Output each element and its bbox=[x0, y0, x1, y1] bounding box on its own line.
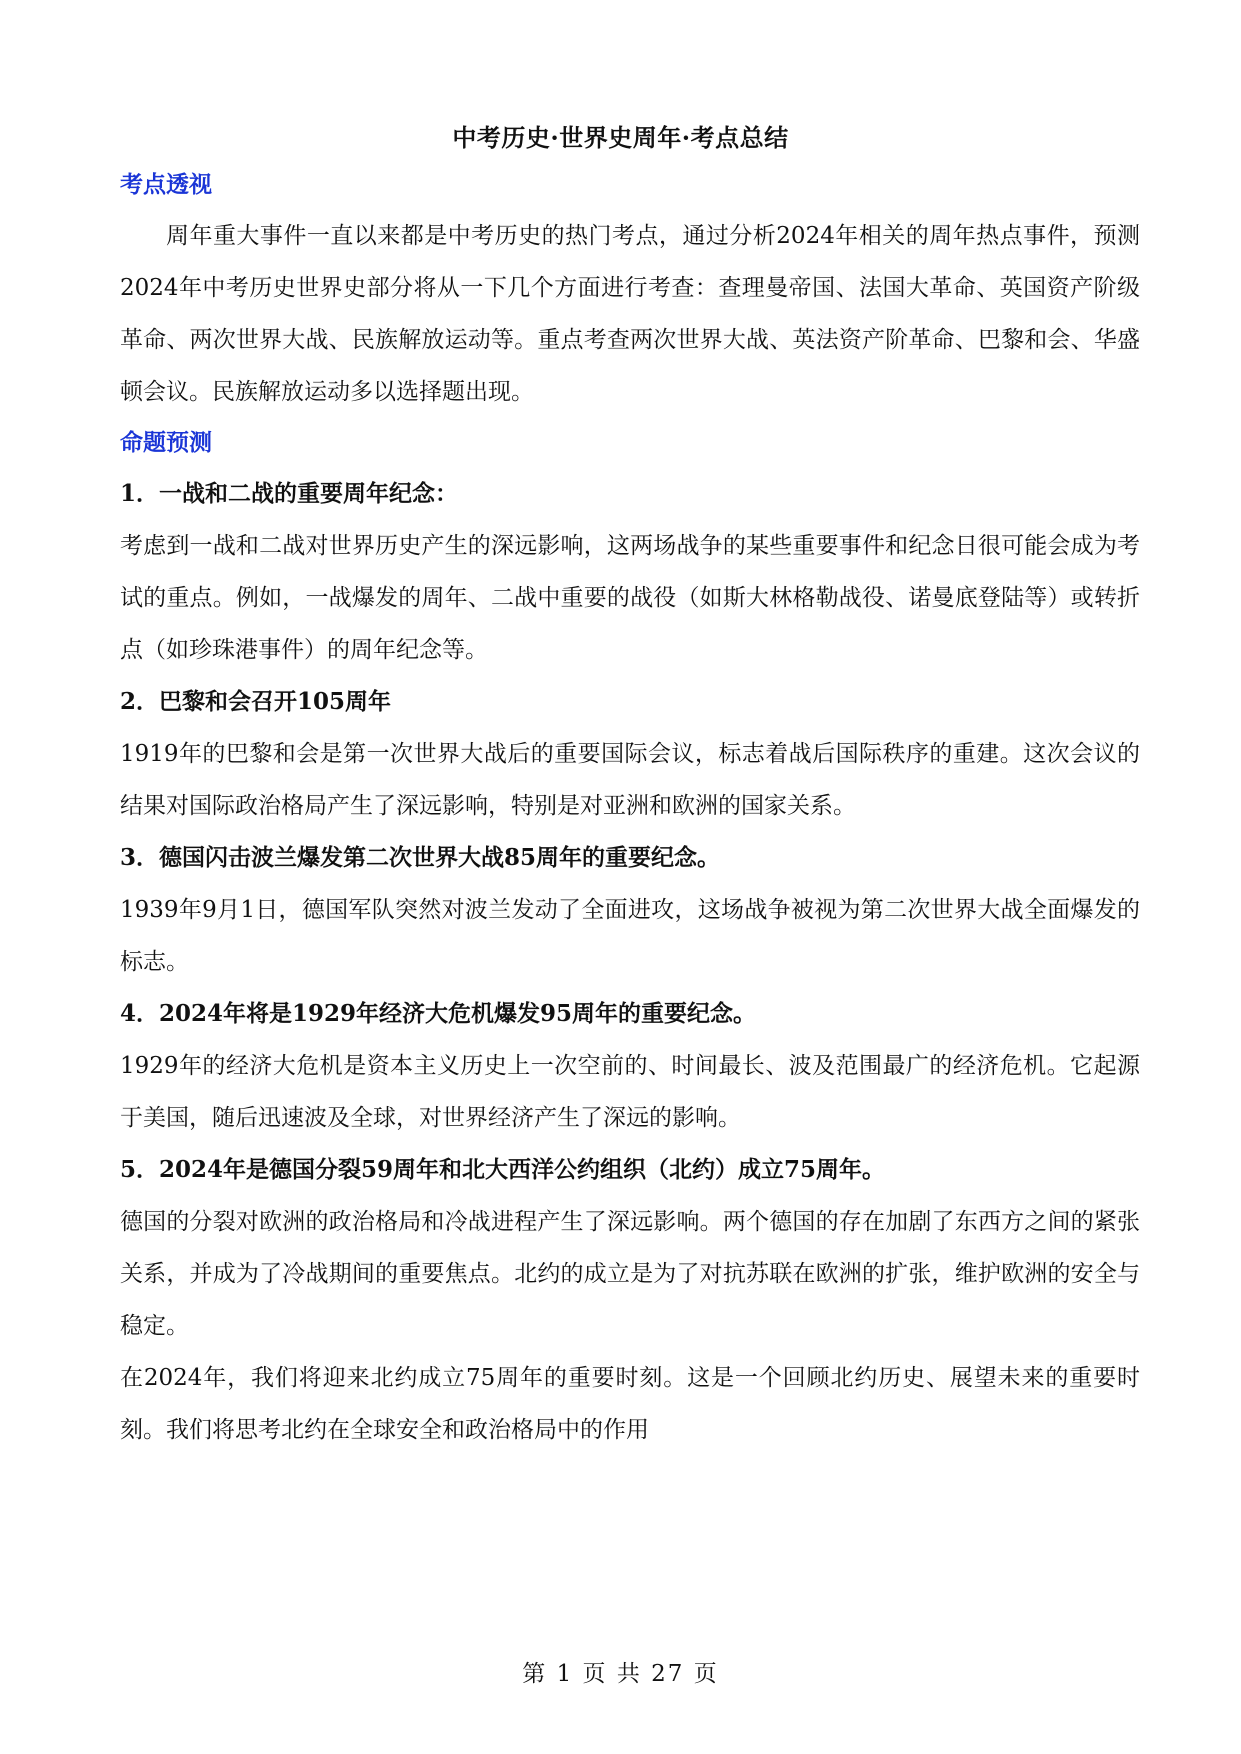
document-title: 中考历史·世界史周年·考点总结 bbox=[452, 123, 789, 152]
item-heading-2: 2．巴黎和会召开105周年 bbox=[120, 688, 392, 715]
item-text-5-continued: 在2024年，我们将迎来北约成立75周年的重要时刻。这是一个回顾北约历史、展望未来的重要时刻。我们将思考北约在全球安全和政治格局中的作用 bbox=[120, 1365, 1140, 1443]
item-text-4: 1929年的经济大危机是资本主义历史上一次空前的、时间最长、波及范围最广的经济危机。它起源于美国，随后迅速波及全球，对世界经济产生了深远的影响。 bbox=[120, 1053, 1140, 1131]
item-text-1: 考虑到一战和二战对世界历史产生的深远影响，这两场战争的某些重要事件和纪念日很可能会成为考试的重点。例如，一战爆发的周年、二战中重要的战役（如斯大林格勒战役、诺曼底登陆等）或转折点（如珍珠港事件）的周年纪念等。 bbox=[120, 533, 1140, 663]
section-heading-kaodian: 考点透视 bbox=[120, 171, 212, 198]
paragraph-kaodian: 周年重大事件一直以来都是中考历史的热门考点，通过分析2024年相关的周年热点事件，预测2024年中考历史世界史部分将从一下几个方面进行考查：查理曼帝国、法国大革命、英国资产阶级革命、两次世界大战、民族解放运动等。重点考查两次世界大战、英法资产阶革命、巴黎和会、华盛顿会议。民族解放运动多以选择题出现。 bbox=[120, 223, 1140, 405]
item-text-5: 德国的分裂对欧洲的政治格局和冷战进程产生了深远影响。两个德国的存在加剧了东西方之间的紧张关系，并成为了冷战期间的重要焦点。北约的成立是为了对抗苏联在欧洲的扩张，维护欧洲的安全与稳定。 bbox=[120, 1209, 1140, 1339]
section-heading-mingti: 命题预测 bbox=[120, 429, 212, 456]
item-heading-1: 1．一战和二战的重要周年纪念： bbox=[120, 480, 459, 507]
item-heading-3: 3．德国闪击波兰爆发第二次世界大战85周年的重要纪念。 bbox=[120, 844, 721, 871]
document-body bbox=[120, 160, 1140, 1456]
item-text-3: 1939年9月1日，德国军队突然对波兰发动了全面进攻，这场战争被视为第二次世界大战全面爆发的标志。 bbox=[120, 897, 1140, 975]
item-heading-5: 5．2024年是德国分裂59周年和北大西洋公约组织（北约）成立75周年。 bbox=[120, 1156, 886, 1183]
item-heading-4: 4．2024年将是1929年经济大危机爆发95周年的重要纪念。 bbox=[120, 1000, 757, 1027]
item-text-2: 1919年的巴黎和会是第一次世界大战后的重要国际会议，标志着战后国际秩序的重建。这次会议的结果对国际政治格局产生了深远影响，特别是对亚洲和欧洲的国家关系。 bbox=[120, 741, 1140, 819]
page-footer: 第 1 页 共 27 页 bbox=[522, 1661, 719, 1687]
